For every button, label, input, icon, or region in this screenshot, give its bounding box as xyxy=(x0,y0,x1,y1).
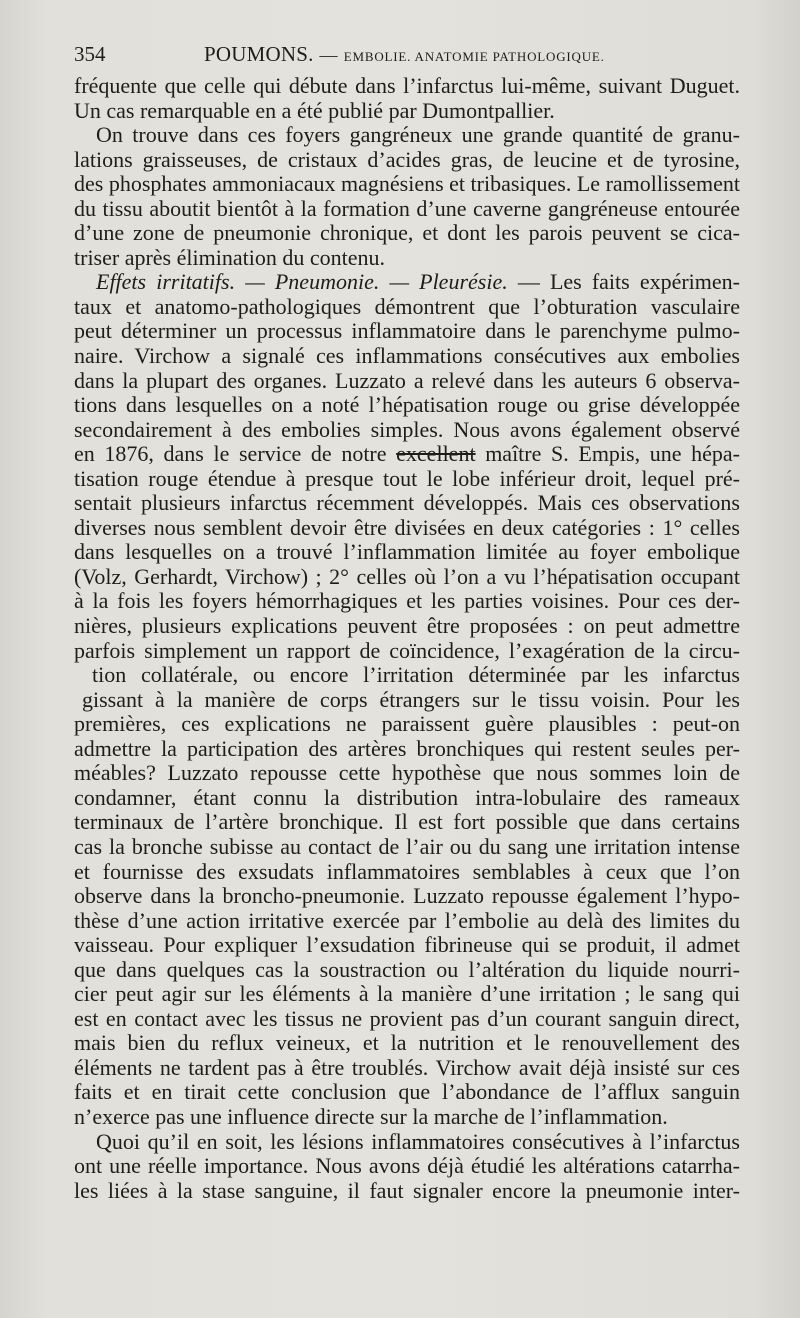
text-line: ont une réelle importance. Nous avons déjà étudié les altérations catarrha- xyxy=(74,1153,740,1179)
text-line: taux et anatomo-pathologiques démontrent que l’obturation vasculaire xyxy=(74,293,740,319)
text-line: à la fois les foyers hémorrhagiques et les parties voisines. Pour ces der- xyxy=(74,588,740,614)
text-line: (Volz, Gerhardt, Virchow) ; 2° celles où l’on a vu l’hépatisation occupant xyxy=(74,563,740,589)
text-line: méables? Luzzato repousse cette hypothèse que nous sommes loin de xyxy=(74,760,740,786)
text-line: On trouve dans ces foyers gangréneux une grande quantité de granu- xyxy=(96,122,740,148)
struck-word: excellent xyxy=(396,441,476,467)
text-line: dans la plupart des organes. Luzzato a relevé dans les auteurs 6 observa- xyxy=(74,367,740,393)
text-line: tions dans lesquelles on a noté l’hépatisation rouge ou grise développée xyxy=(74,392,740,418)
text-line: premières, ces explications ne paraissent guère plausibles : peut-on xyxy=(74,711,740,737)
text-line: mais bien du reflux veineux, et la nutrition et le renouvellement des xyxy=(74,1030,740,1056)
text-line: gissant à la manière de corps étrangers sur le tissu voisin. Pour les xyxy=(82,686,740,712)
text-line: naire. Virchow a signalé ces inflammations consécutives aux embolies xyxy=(74,343,740,369)
text-line: lations graisseuses, de cristaux d’acides gras, de leucine et de tyrosine, xyxy=(74,146,740,172)
text-line: n’exerce pas une influence directe sur la marche de l’inflammation. xyxy=(74,1103,668,1129)
text-line: tisation rouge étendue à presque tout le lobe inférieur droit, lequel pré- xyxy=(74,465,740,491)
text-line: des phosphates ammoniacaux magnésiens et tribasiques. Le ramollissement xyxy=(74,171,740,197)
text-line: vaisseau. Pour expliquer l’exsudation fibrineuse qui se produit, il admet xyxy=(74,932,740,958)
text-line: Un cas remarquable en a été publié par Dumontpallier. xyxy=(74,97,555,123)
text-line: faits et en tirait cette conclusion que l’abondance de l’afflux sanguin xyxy=(74,1079,740,1105)
text-line: tion collatérale, ou encore l’irritation déterminée par les infarctus xyxy=(92,662,740,688)
text-line: observe dans la broncho-pneumonie. Luzzato repousse également l’hypo- xyxy=(74,883,740,909)
text-line: thèse d’une action irritative exercée par l’embolie au delà des limites du xyxy=(74,907,740,933)
text-line: fréquente que celle qui débute dans l’infarctus lui-même, suivant Duguet. xyxy=(74,73,740,98)
running-title-separator: — xyxy=(319,45,338,65)
text-line: peut déterminer un processus inflammatoire dans le parenchyme pulmo- xyxy=(74,318,740,344)
text-segment: en 1876, dans le service de notre xyxy=(74,441,397,467)
text-line: condamner, étant connu la distribution intra-lobulaire des rameaux xyxy=(74,784,740,810)
text-line: cier peut agir sur les éléments à la manière d’une irritation ; le sang qui xyxy=(74,981,740,1007)
text-line: triser après élimination du contenu. xyxy=(74,244,385,270)
text-line: dans lesquelles on a trouvé l’inflammation limitée au foyer embolique xyxy=(74,539,740,565)
running-title xyxy=(204,42,605,67)
text-line: secondairement à des embolies simples. Nous avons également observé xyxy=(74,416,740,442)
page-number: 354 xyxy=(74,42,106,66)
text-line: terminaux de l’artère bronchique. Il est fort possible que dans certains xyxy=(74,809,740,835)
text-segment: maître S. Empis, une hépa- xyxy=(475,441,740,467)
text-line: que dans quelques cas la soustraction ou l’altération du liquide nourri- xyxy=(74,956,740,982)
text-line: admettre la participation des artères bronchiques qui restent seules per- xyxy=(74,735,740,761)
running-head xyxy=(74,42,738,66)
section-heading-line xyxy=(74,270,740,295)
text-line: diverses nous semblent devoir être divisées en deux catégories : 1° celles xyxy=(74,514,740,540)
text-line-struck xyxy=(74,442,740,467)
text-line: les liées à la stase sanguine, il faut signaler encore la pneumonie inter- xyxy=(74,1177,740,1203)
text-line: sentait plusieurs infarctus récemment développés. Mais ces observations xyxy=(74,490,740,516)
text-line: parfois simplement un rapport de coïncidence, l’exagération de la circu- xyxy=(74,637,740,663)
body-text xyxy=(74,74,740,1203)
text-line: est en contact avec les tissus ne provient pas d’un courant sanguin direct, xyxy=(74,1005,740,1031)
text-line: éléments ne tardent pas à être troublés. Virchow avait déjà insisté sur ces xyxy=(74,1054,740,1080)
section-heading-rest: — Les faits expérimen- xyxy=(507,269,740,295)
text-line: cas la bronche subisse au contact de l’air ou du sang une irritation intense xyxy=(74,833,740,859)
text-line: d’une zone de pneumonie chronique, et dont les parois peuvent se cica- xyxy=(74,220,740,246)
running-title-sub: EMBOLIE. ANATOMIE PATHOLOGIQUE. xyxy=(343,49,605,64)
running-title-main: POUMONS. xyxy=(204,42,314,66)
text-line: Quoi qu’il en soit, les lésions inflammatoires consécutives à l’infarctus xyxy=(96,1128,740,1154)
text-line: et fournisse des exsudats inflammatoires semblables à ceux que l’on xyxy=(74,858,740,884)
section-heading: Effets irritatifs. — Pneumonie. — Pleurésie. xyxy=(96,269,508,295)
text-line: du tissu aboutit bientôt à la formation d’une caverne gangréneuse entourée xyxy=(74,195,740,221)
text-line: nières, plusieurs explications peuvent être proposées : on peut admettre xyxy=(74,613,740,639)
